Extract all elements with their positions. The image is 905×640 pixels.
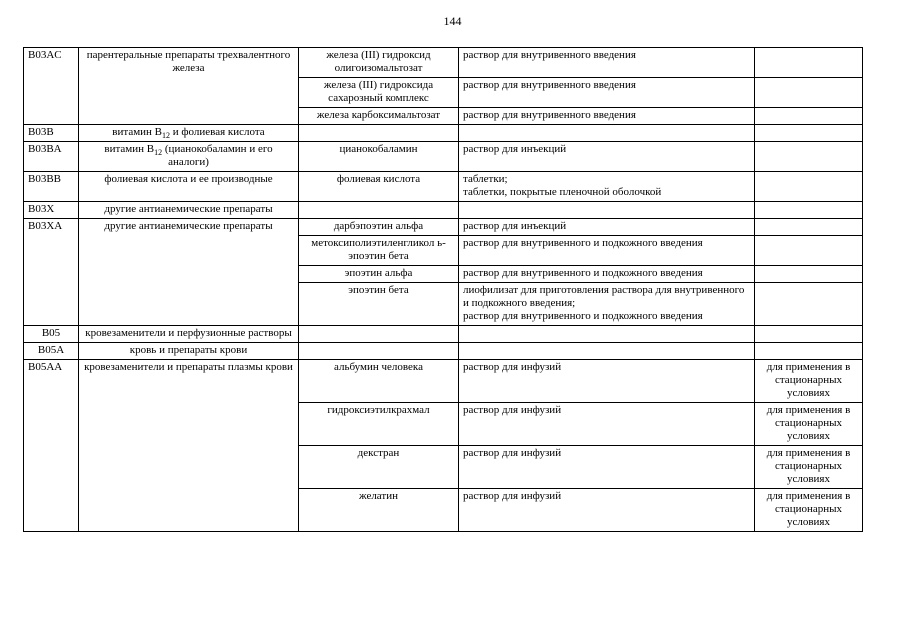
drug-table — [23, 47, 863, 532]
dosage-form — [459, 219, 755, 236]
dosage-form — [459, 360, 755, 403]
atc-group: кровь и препараты крови — [79, 343, 299, 360]
atc-code: B03BB — [24, 172, 79, 202]
atc-code: B03AC — [24, 48, 79, 125]
dosage-form-line: раствор для инфузий — [463, 447, 562, 459]
atc-group: другие антианемические препараты — [79, 219, 299, 326]
atc-code: B05 — [24, 326, 79, 343]
dosage-form-line: раствор для инфузий — [463, 404, 562, 416]
note: для применения в стационарных условиях — [755, 446, 863, 489]
drug-name: железа карбоксимальтозат — [299, 108, 459, 125]
dosage-form-line: раствор для инфузий — [463, 490, 562, 502]
dosage-form-line: лиофилизат для приготовления раствора для внутривенного и подкожного введения; — [463, 284, 745, 309]
drug-name: желатин — [299, 489, 459, 532]
drug-name — [299, 326, 459, 343]
dosage-form-line: раствор для инъекций — [463, 220, 567, 232]
table-row — [24, 343, 863, 360]
drug-name: декстран — [299, 446, 459, 489]
note — [755, 78, 863, 108]
dosage-form — [459, 326, 755, 343]
atc-group-text: витамин B — [104, 143, 155, 155]
atc-group-subscript: 12 — [154, 148, 163, 158]
drug-name: дарбэпоэтин альфа — [299, 219, 459, 236]
note — [755, 108, 863, 125]
page-number: 144 — [443, 14, 462, 28]
table-row — [24, 125, 863, 142]
atc-code: B05AA — [24, 360, 79, 532]
note: для применения в стационарных условиях — [755, 489, 863, 532]
drug-name — [299, 202, 459, 219]
dosage-form-line: раствор для внутривенного и подкожного введения — [463, 267, 703, 279]
atc-group: фолиевая кислота и ее производные — [79, 172, 299, 202]
dosage-form — [459, 283, 755, 326]
dosage-form — [459, 489, 755, 532]
atc-code: B03B — [24, 125, 79, 142]
drug-name: цианокобаламин — [299, 142, 459, 172]
dosage-form — [459, 172, 755, 202]
table-row — [24, 142, 863, 172]
atc-code: B03XA — [24, 219, 79, 326]
note — [755, 202, 863, 219]
dosage-form — [459, 343, 755, 360]
dosage-form — [459, 108, 755, 125]
atc-code: B03X — [24, 202, 79, 219]
note — [755, 326, 863, 343]
atc-code: B03BA — [24, 142, 79, 172]
note — [755, 236, 863, 266]
drug-name — [299, 125, 459, 142]
atc-code: B05A — [24, 343, 79, 360]
note — [755, 283, 863, 326]
table-row — [24, 219, 863, 236]
note — [755, 142, 863, 172]
note — [755, 266, 863, 283]
atc-group — [79, 142, 299, 172]
dosage-form — [459, 236, 755, 266]
dosage-form-line: раствор для инъекций — [463, 143, 567, 155]
atc-group: кровезаменители и препараты плазмы крови — [79, 360, 299, 532]
dosage-form-line: таблетки; — [463, 173, 508, 185]
table-row — [24, 360, 863, 403]
dosage-form — [459, 48, 755, 78]
dosage-form-line: раствор для внутривенного введения — [463, 49, 636, 61]
table-row — [24, 326, 863, 343]
drug-name: железа (III) гидроксид олигоизомальтозат — [299, 48, 459, 78]
atc-group: кровезаменители и перфузионные растворы — [79, 326, 299, 343]
dosage-form — [459, 142, 755, 172]
dosage-form-line: раствор для инфузий — [463, 361, 562, 373]
dosage-form — [459, 125, 755, 142]
note — [755, 125, 863, 142]
note — [755, 48, 863, 78]
drug-name: фолиевая кислота — [299, 172, 459, 202]
note: для применения в стационарных условиях — [755, 403, 863, 446]
drug-name: железа (III) гидроксида сахарозный комплекс — [299, 78, 459, 108]
dosage-form — [459, 403, 755, 446]
dosage-form-line: раствор для внутривенного введения — [463, 109, 636, 121]
drug-name: гидроксиэтилкрахмал — [299, 403, 459, 446]
note: для применения в стационарных условиях — [755, 360, 863, 403]
drug-name: эпоэтин бета — [299, 283, 459, 326]
drug-name: альбумин человека — [299, 360, 459, 403]
note — [755, 343, 863, 360]
table-row — [24, 48, 863, 78]
dosage-form — [459, 202, 755, 219]
drug-name — [299, 343, 459, 360]
table-row — [24, 172, 863, 202]
dosage-form — [459, 78, 755, 108]
dosage-form — [459, 446, 755, 489]
dosage-form-line: раствор для внутривенного и подкожного введения — [463, 237, 703, 249]
dosage-form — [459, 266, 755, 283]
note — [755, 172, 863, 202]
atc-group-text: витамин B — [112, 126, 163, 138]
table-row — [24, 202, 863, 219]
atc-group-text: (цианокобаламин и его аналоги) — [162, 143, 273, 168]
atc-group-subscript: 12 — [162, 131, 171, 141]
atc-group-text: и фолиевая кислота — [170, 126, 265, 138]
atc-group: парентеральные препараты трехвалентного железа — [79, 48, 299, 125]
drug-name: эпоэтин альфа — [299, 266, 459, 283]
drug-name: метоксиполиэтиленгликол ь-эпоэтин бета — [299, 236, 459, 266]
atc-group: другие антианемические препараты — [79, 202, 299, 219]
dosage-form-line: раствор для внутривенного и подкожного введения — [463, 310, 703, 322]
atc-group — [79, 125, 299, 142]
dosage-form-line: таблетки, покрытые пленочной оболочкой — [463, 186, 662, 198]
note — [755, 219, 863, 236]
dosage-form-line: раствор для внутривенного введения — [463, 79, 636, 91]
